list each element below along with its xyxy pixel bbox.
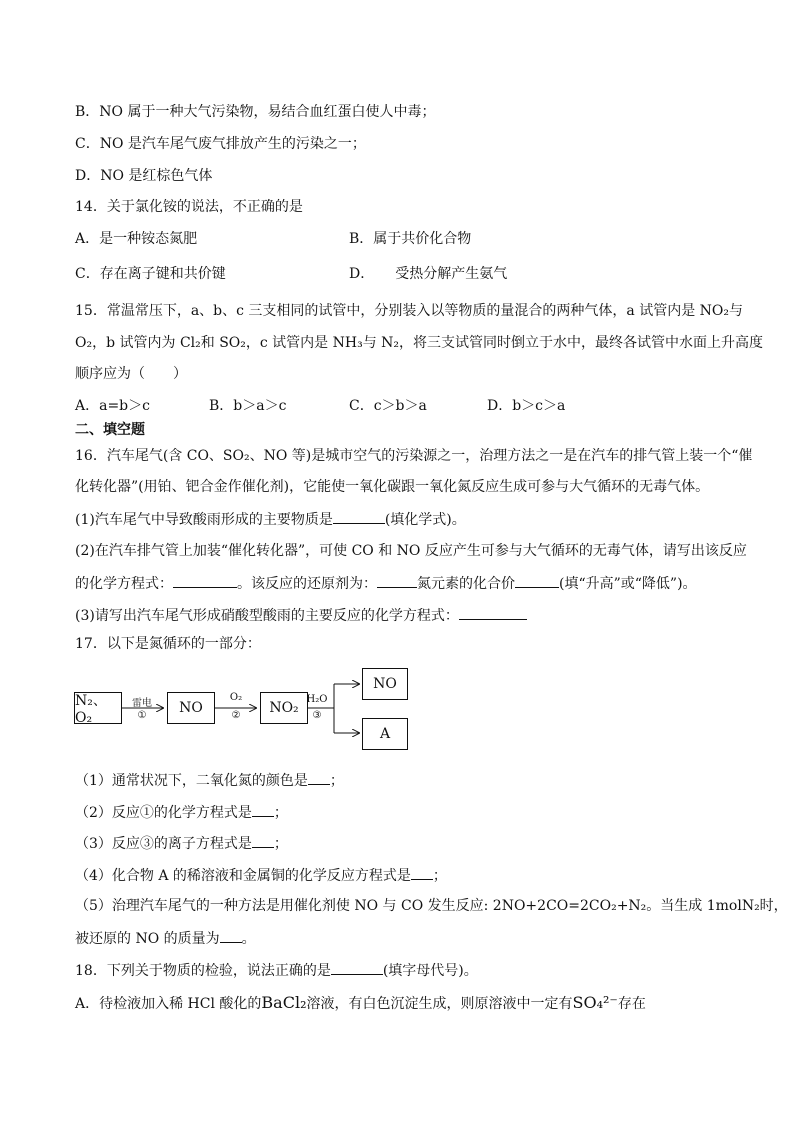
q15-option-d: D．b＞c＞a (487, 398, 566, 414)
q18-option-a (75, 993, 646, 1014)
diagram-box-n2-o2: N₂、O₂ (74, 692, 122, 724)
punct: ； (329, 773, 344, 789)
q15-option-c: C．c＞b＞a (349, 398, 427, 414)
answer-blank[interactable] (331, 960, 383, 975)
q17-sub5-line2 (75, 928, 256, 949)
q14-option-b: B．属于共价化合物 (349, 231, 472, 247)
q16-sub3-text: (3)请写出汽车尾气形成硝酸型酸雨的主要反应的化学方程式： (75, 608, 459, 624)
q17-sub5-line1: （5）治理汽车尾气的一种方法是用催化剂使 NO 与 CO 发生反应: 2NO+2CO=2CO₂+N₂。当生成 1molN₂时， (75, 898, 788, 914)
q13-option-c: C．NO 是汽车尾气废气排放产生的污染之一； (75, 136, 366, 152)
q17-sub1 (75, 770, 344, 791)
q18-option-a-text-2: 溶液，有白色沉淀生成，则原溶液中一定有 (306, 996, 573, 1012)
formula-bacl2: BaCl₂ (261, 993, 307, 1012)
q13-option-b: B．NO 属于一种大气污染物，易结合血红蛋白使人中毒； (75, 104, 436, 120)
arrow-2-label-bottom: ② (231, 710, 241, 721)
q14-option-d: D． 受热分解产生氨气 (349, 266, 508, 282)
q17-sub4 (75, 865, 447, 886)
q16-sub2-text-c: 氮元素的化合价 (417, 576, 515, 592)
diagram-box-a: A (362, 718, 408, 750)
arrow-2-label-top: O₂ (229, 692, 243, 703)
q18-stem-text: 18．下列关于物质的检验，说法正确的是 (75, 963, 331, 979)
q14-stem: 14．关于氯化铵的说法，不正确的是 (75, 199, 303, 215)
arrow-3-label-bottom: ③ (312, 710, 322, 721)
punct: 。 (241, 931, 256, 947)
punct: ； (273, 836, 288, 852)
q14-option-a: A．是一种铵态氮肥 (75, 231, 198, 247)
answer-blank[interactable] (308, 770, 330, 785)
q17-sub3 (75, 833, 288, 854)
arrow-1-label-bottom: ① (137, 710, 147, 721)
q14-option-c: C．存在离子键和共价键 (75, 266, 226, 282)
q15-line3: 顺序应为（ ） (75, 366, 187, 382)
diagram-box-no-product: NO (362, 668, 408, 700)
section-heading: 二、填空题 (75, 422, 145, 438)
q16-sub1-text: (1)汽车尾气中导致酸雨形成的主要物质是 (75, 512, 333, 528)
q18-option-a-text-3: 存在 (617, 996, 646, 1012)
q15-line2: O₂，b 试管内为 Cl₂和 SO₂，c 试管内是 NH₃与 N₂，将三支试管同时倒立于水中，最终各试管中水面上升高度 (75, 335, 764, 351)
ion-sulfate: SO₄²⁻ (572, 993, 618, 1012)
q17-sub1-text: （1）通常状况下，二氧化氮的颜色是 (75, 773, 308, 789)
answer-blank[interactable] (220, 928, 242, 943)
q16-sub2-text-b: 。该反应的还原剂为： (237, 576, 377, 592)
q17-stem: 17．以下是氮循环的一部分： (75, 636, 261, 652)
answer-blank[interactable] (252, 802, 274, 817)
q17-sub2-text: （2）反应①的化学方程式是 (75, 805, 252, 821)
q16-sub2-line1: (2)在汽车排气管上加装“催化转化器”，可使 CO 和 NO 反应产生可参与大气循环的无毒气体，请写出该反应 (75, 543, 747, 559)
q17-sub4-text: （4）化合物 A 的稀溶液和金属铜的化学反应方程式是 (75, 868, 411, 884)
q16-sub2-text-a: 的化学方程式： (75, 576, 173, 592)
diagram-box-no: NO (167, 692, 215, 724)
q16-sub2-text-d: (填“升高”或“降低”)。 (559, 576, 697, 592)
q17-sub2 (75, 802, 288, 823)
q18-stem-tail: (填字母代号)。 (382, 963, 478, 979)
q15-line1: 15．常温常压下，a、b、c 三支相同的试管中，分别装入以等物质的量混合的两种气体，a 试管内是 NO₂与 (75, 303, 743, 319)
q16-line2: 化转化器”(用铂、钯合金作催化剂)，它能使一氧化碳跟一氧化氮反应生成可参与大气循环的无毒气体。 (75, 479, 710, 495)
q17-sub5-text: 被还原的 NO 的质量为 (75, 931, 220, 947)
q15-option-a: A．a=b＞c (75, 398, 150, 414)
q16-line1: 16．汽车尾气(含 CO、SO₂、NO 等)是城市空气的污染源之一，治理方法之一是在汽车的排气管上装一个“催 (75, 448, 753, 464)
q17-sub3-text: （3）反应③的离子方程式是 (75, 836, 252, 852)
answer-blank[interactable] (411, 865, 433, 880)
answer-blank[interactable] (252, 833, 274, 848)
q15-option-b: B．b＞a＞c (209, 398, 287, 414)
arrow-3-label-top: H₂O (306, 694, 328, 705)
q18-stem (75, 960, 478, 981)
q13-option-d: D．NO 是红棕色气体 (75, 168, 213, 184)
punct: ； (273, 805, 288, 821)
arrow-1-label-top: 雷电 (132, 698, 152, 709)
q18-option-a-text-1: A．待检液加入稀 HCl 酸化的 (75, 996, 262, 1012)
q16-sub1-tail: (填化学式)。 (384, 512, 466, 528)
punct: ； (432, 868, 447, 884)
diagram-box-no2: NO₂ (260, 692, 308, 724)
